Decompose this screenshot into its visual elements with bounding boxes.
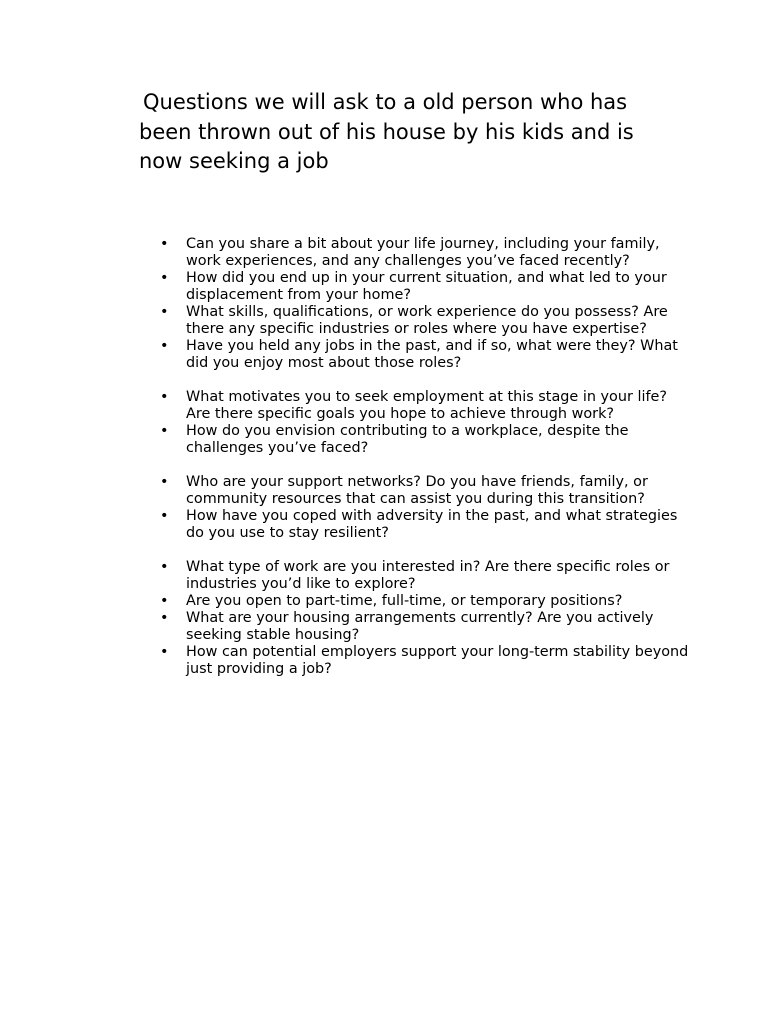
question-text: Can you share a bit about your life journey, including your family, work experiences, and any challenges you’ve faced recently?	[186, 236, 660, 269]
question-item	[160, 304, 690, 338]
bullet-icon: •	[160, 236, 169, 252]
question-text: Who are your support networks? Do you have friends, family, or community resources that can assist you during this transition?	[186, 474, 648, 507]
question-item	[160, 236, 690, 270]
question-item	[160, 423, 690, 457]
question-text: What skills, qualifications, or work experience do you possess? Are there any specific industries or roles where you have expertise?	[186, 304, 668, 337]
bullet-icon: •	[160, 593, 169, 609]
bullet-icon: •	[160, 508, 169, 524]
bullet-icon: •	[160, 644, 169, 660]
question-text: What type of work are you interested in? Are there specific roles or industries you’d like to explore?	[186, 559, 670, 592]
bullet-icon: •	[160, 304, 169, 320]
question-text: Are you open to part-time, full-time, or temporary positions?	[186, 593, 623, 609]
question-text: How did you end up in your current situation, and what led to your displacement from your home?	[186, 270, 667, 303]
question-group	[160, 559, 690, 678]
question-item	[160, 389, 690, 423]
question-item	[160, 508, 690, 542]
question-group	[160, 474, 690, 542]
bullet-icon: •	[160, 389, 169, 405]
question-item	[160, 559, 690, 593]
bullet-icon: •	[160, 423, 169, 439]
question-group	[160, 236, 690, 372]
question-list	[160, 236, 690, 678]
question-text: How can potential employers support your long-term stability beyond just providing a job?	[186, 644, 689, 677]
question-text: What motivates you to seek employment at this stage in your life? Are there specific goals you hope to achieve through work?	[186, 389, 668, 422]
bullet-icon: •	[160, 270, 169, 286]
question-group	[160, 389, 690, 457]
bullet-icon: •	[160, 559, 169, 575]
question-item	[160, 593, 690, 610]
question-text: What are your housing arrangements currently? Are you actively seeking stable housing?	[186, 610, 654, 643]
question-item	[160, 270, 690, 304]
question-text: Have you held any jobs in the past, and if so, what were they? What did you enjoy most about those roles?	[186, 338, 678, 371]
question-item	[160, 338, 690, 372]
bullet-icon: •	[160, 474, 169, 490]
question-item	[160, 474, 690, 508]
question-item	[160, 644, 690, 678]
bullet-icon: •	[160, 338, 169, 354]
question-item	[160, 610, 690, 644]
document-title: Questions we will ask to a old person who has been thrown out of his house by his kids and is now seeking a job	[139, 90, 634, 173]
bullet-icon: •	[160, 610, 169, 626]
question-text: How have you coped with adversity in the past, and what strategies do you use to stay resilient?	[186, 508, 678, 541]
question-text: How do you envision contributing to a workplace, despite the challenges you’ve faced?	[186, 423, 629, 456]
